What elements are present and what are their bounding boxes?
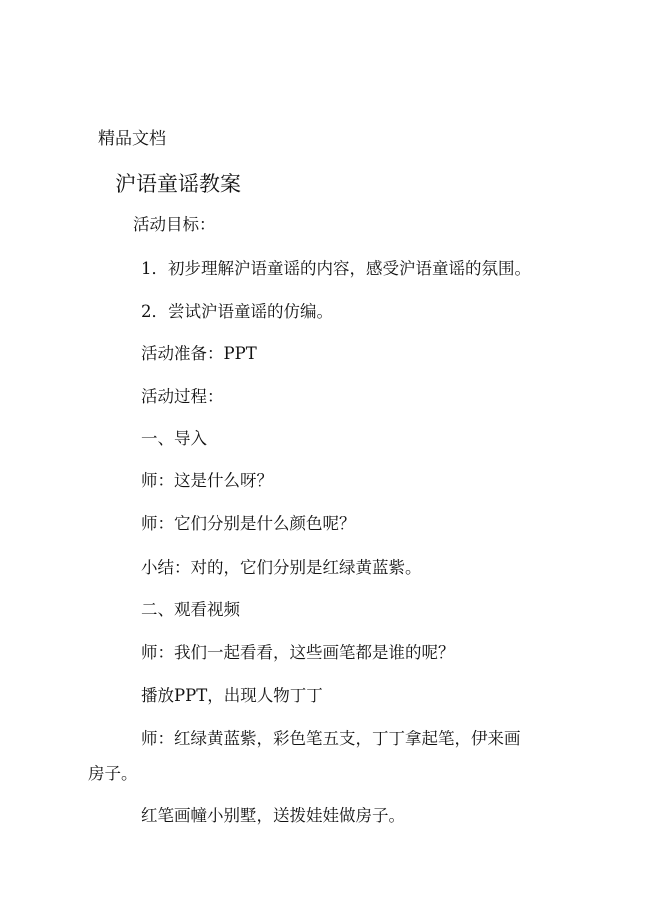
document-title: 沪语童谣教案 — [115, 172, 241, 196]
paragraph: 小结：对的，它们分别是红绿黄蓝紫。 — [141, 558, 422, 577]
paragraph: 红笔画幢小别墅，送拨娃娃做房子。 — [141, 806, 405, 825]
page-header: 精品文档 — [98, 129, 166, 149]
paragraph: 师：这是什么呀？ — [141, 471, 273, 490]
paragraph: 一、导入 — [141, 429, 207, 448]
paragraph: 播放PPT，出现人物丁丁 — [141, 686, 323, 705]
paragraph: 活动准备：PPT — [141, 344, 257, 363]
paragraph: 活动过程： — [141, 387, 224, 406]
paragraph: 师：红绿黄蓝紫，彩色笔五支，丁丁拿起笔，伊来画 — [141, 729, 521, 748]
paragraph: 师：我们一起看看，这些画笔都是谁的呢？ — [141, 643, 455, 662]
paragraph: 1．初步理解沪语童谣的内容，感受沪语童谣的氛围。 — [141, 259, 531, 278]
paragraph: 二、观看视频 — [141, 600, 240, 619]
paragraph: 师：它们分别是什么颜色呢？ — [141, 514, 356, 533]
paragraph: 2．尝试沪语童谣的仿编。 — [141, 302, 333, 321]
paragraph: 活动目标： — [133, 215, 216, 234]
paragraph-continuation: 房子。 — [88, 764, 138, 783]
